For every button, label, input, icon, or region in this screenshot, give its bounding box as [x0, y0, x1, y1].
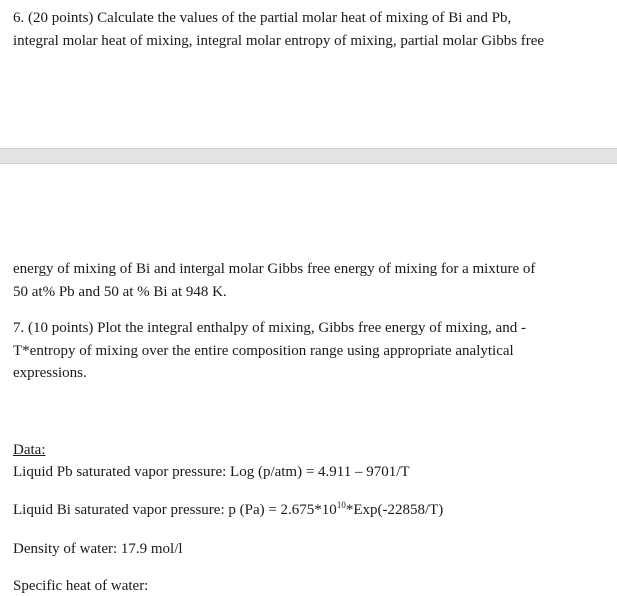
water-specific-heat: Specific heat of water: — [13, 578, 149, 594]
q6-line-2: integral molar heat of mixing, integral molar entropy of mixing, partial molar Gibbs free — [13, 33, 545, 49]
q7-line-2: T*entropy of mixing over the entire composition range using appropriate analytical — [13, 343, 514, 359]
data-heading: Data: — [13, 442, 46, 458]
pb-vapor-pressure: Liquid Pb saturated vapor pressure: Log (p/atm) = 4.911 – 9701/T — [13, 464, 410, 480]
bi-vapor-pressure — [13, 500, 443, 520]
q6-line-3: energy of mixing of Bi and intergal molar Gibbs free energy of mixing for a mixture of — [13, 261, 536, 277]
q6-line-4: 50 at% Pb and 50 at % Bi at 948 K. — [13, 284, 227, 300]
bi-vapor-prefix: Liquid Bi saturated vapor pressure: p (Pa) = 2.675*10 — [13, 502, 337, 518]
bi-vapor-suffix: *Exp(-22858/T) — [345, 502, 444, 518]
water-density: Density of water: 17.9 mol/l — [13, 541, 183, 557]
q7-line-3: expressions. — [13, 365, 87, 381]
q6-line-1: 6. (20 points) Calculate the values of the partial molar heat of mixing of Bi and Pb, — [13, 10, 512, 26]
q7-line-1: 7. (10 points) Plot the integral enthalpy of mixing, Gibbs free energy of mixing, and - — [13, 320, 526, 336]
section-divider — [0, 148, 617, 164]
bi-vapor-exponent: 10 — [336, 500, 346, 510]
